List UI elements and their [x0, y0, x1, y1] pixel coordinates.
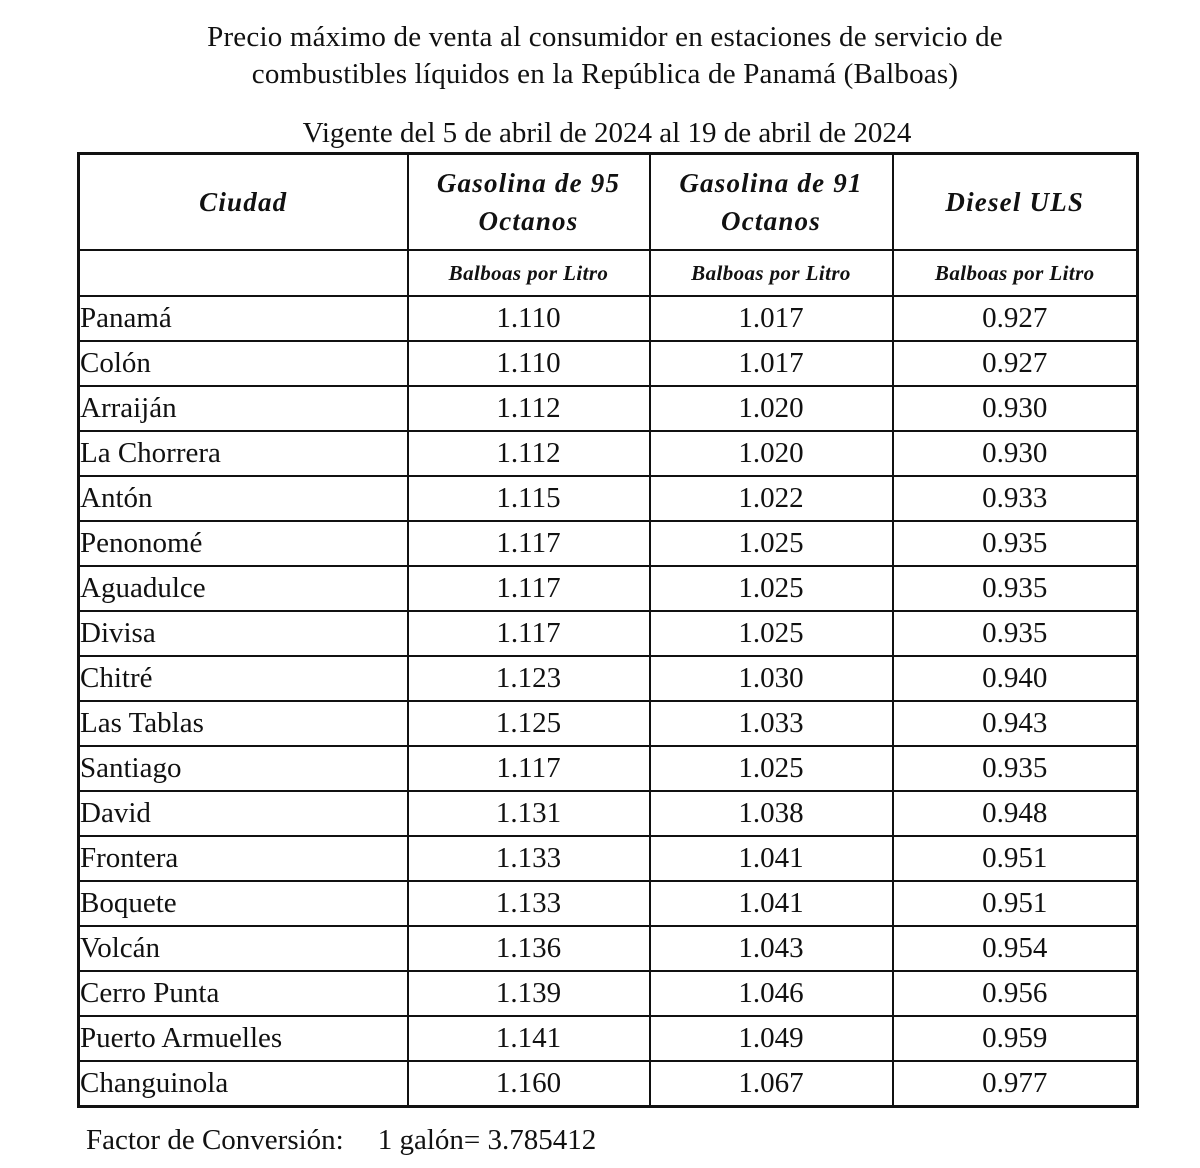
unit-city — [79, 250, 408, 296]
header-gasoline-91 — [650, 154, 893, 251]
diesel-price: 0.951 — [893, 881, 1138, 926]
diesel-price: 0.956 — [893, 971, 1138, 1016]
gasoline-95-price: 1.112 — [408, 386, 650, 431]
gasoline-95-price: 1.131 — [408, 791, 650, 836]
gasoline-95-price: 1.112 — [408, 431, 650, 476]
table-row — [79, 701, 1138, 746]
unit-gasoline-95: Balboas por Litro — [408, 250, 650, 296]
diesel-price: 0.935 — [893, 566, 1138, 611]
header-diesel — [893, 154, 1138, 251]
gasoline-91-price: 1.025 — [650, 611, 893, 656]
gasoline-95-price: 1.160 — [408, 1061, 650, 1107]
city-cell: Cerro Punta — [79, 971, 408, 1016]
diesel-price: 0.935 — [893, 746, 1138, 791]
table-row — [79, 476, 1138, 521]
diesel-price: 0.954 — [893, 926, 1138, 971]
gasoline-91-price: 1.041 — [650, 836, 893, 881]
diesel-price: 0.940 — [893, 656, 1138, 701]
document-title-line-1: Precio máximo de venta al consumidor en estaciones de servicio de — [207, 21, 1003, 53]
table-row — [79, 746, 1138, 791]
city-cell: Santiago — [79, 746, 408, 791]
gasoline-91-price: 1.025 — [650, 746, 893, 791]
gasoline-91-price: 1.020 — [650, 431, 893, 476]
diesel-price: 0.927 — [893, 296, 1138, 341]
gasoline-95-price: 1.115 — [408, 476, 650, 521]
city-cell: Boquete — [79, 881, 408, 926]
city-cell: Frontera — [79, 836, 408, 881]
diesel-price: 0.977 — [893, 1061, 1138, 1107]
header-gasoline-91-line-1: Gasolina de 91 — [679, 168, 863, 198]
document-title-line-2: combustibles líquidos en la República de Panamá (Balboas) — [251, 58, 959, 90]
gasoline-95-price: 1.110 — [408, 296, 650, 341]
validity-period: Vigente del 5 de abril de 2024 al 19 de abril de 2024 — [302, 117, 912, 149]
table-row — [79, 881, 1138, 926]
gasoline-91-price: 1.043 — [650, 926, 893, 971]
gasoline-95-price: 1.125 — [408, 701, 650, 746]
table-row — [79, 656, 1138, 701]
gasoline-95-price: 1.117 — [408, 521, 650, 566]
diesel-price: 0.959 — [893, 1016, 1138, 1061]
gasoline-91-price: 1.025 — [650, 521, 893, 566]
gasoline-95-price: 1.110 — [408, 341, 650, 386]
gasoline-95-price: 1.117 — [408, 566, 650, 611]
table-row — [79, 1016, 1138, 1061]
city-cell: Arraiján — [79, 386, 408, 431]
city-cell: La Chorrera — [79, 431, 408, 476]
gasoline-95-price: 1.123 — [408, 656, 650, 701]
gasoline-95-price: 1.117 — [408, 611, 650, 656]
gasoline-91-price: 1.025 — [650, 566, 893, 611]
gasoline-91-price: 1.030 — [650, 656, 893, 701]
table-row — [79, 521, 1138, 566]
city-cell: Antón — [79, 476, 408, 521]
diesel-price: 0.935 — [893, 611, 1138, 656]
header-row — [79, 154, 1138, 251]
unit-diesel: Balboas por Litro — [893, 250, 1138, 296]
header-city — [79, 154, 408, 251]
diesel-price: 0.943 — [893, 701, 1138, 746]
city-cell: Aguadulce — [79, 566, 408, 611]
conversion-factor-label: Factor de Conversión: — [86, 1124, 344, 1156]
table-row — [79, 431, 1138, 476]
conversion-factor-value: 1 galón= 3.785412 — [377, 1124, 597, 1156]
header-gasoline-95-line-1: Gasolina de 95 — [436, 168, 621, 198]
diesel-price: 0.948 — [893, 791, 1138, 836]
gasoline-95-price: 1.139 — [408, 971, 650, 1016]
table-row — [79, 386, 1138, 431]
gasoline-91-price: 1.017 — [650, 296, 893, 341]
table-row — [79, 341, 1138, 386]
header-city-label: Ciudad — [199, 187, 288, 217]
header-diesel-label: Diesel ULS — [945, 187, 1085, 217]
header-gasoline-95 — [408, 154, 650, 251]
gasoline-95-price: 1.141 — [408, 1016, 650, 1061]
gasoline-91-price: 1.017 — [650, 341, 893, 386]
gasoline-91-price: 1.041 — [650, 881, 893, 926]
diesel-price: 0.927 — [893, 341, 1138, 386]
gasoline-95-price: 1.133 — [408, 881, 650, 926]
city-cell: Panamá — [79, 296, 408, 341]
table-row — [79, 836, 1138, 881]
header-gasoline-95-line-2: Octanos — [478, 206, 579, 236]
gasoline-91-price: 1.049 — [650, 1016, 893, 1061]
city-cell: Changuinola — [79, 1061, 408, 1107]
city-cell: Chitré — [79, 656, 408, 701]
city-cell: Colón — [79, 341, 408, 386]
city-cell: David — [79, 791, 408, 836]
table-row — [79, 1061, 1138, 1107]
unit-gasoline-91: Balboas por Litro — [650, 250, 893, 296]
city-cell: Divisa — [79, 611, 408, 656]
gasoline-95-price: 1.136 — [408, 926, 650, 971]
conversion-factor-note — [86, 1122, 596, 1158]
gasoline-91-price: 1.038 — [650, 791, 893, 836]
gasoline-91-price: 1.046 — [650, 971, 893, 1016]
gasoline-91-price: 1.033 — [650, 701, 893, 746]
table-row — [79, 611, 1138, 656]
header-gasoline-91-line-2: Octanos — [721, 206, 821, 236]
table-row — [79, 296, 1138, 341]
city-cell: Puerto Armuelles — [79, 1016, 408, 1061]
diesel-price: 0.933 — [893, 476, 1138, 521]
diesel-price: 0.935 — [893, 521, 1138, 566]
city-cell: Penonomé — [79, 521, 408, 566]
table-row — [79, 566, 1138, 611]
unit-row — [79, 250, 1138, 296]
city-cell: Las Tablas — [79, 701, 408, 746]
gasoline-91-price: 1.067 — [650, 1061, 893, 1107]
table-row — [79, 971, 1138, 1016]
diesel-price: 0.930 — [893, 386, 1138, 431]
gasoline-95-price: 1.133 — [408, 836, 650, 881]
gasoline-95-price: 1.117 — [408, 746, 650, 791]
gasoline-91-price: 1.022 — [650, 476, 893, 521]
table-row — [79, 791, 1138, 836]
gasoline-91-price: 1.020 — [650, 386, 893, 431]
city-cell: Volcán — [79, 926, 408, 971]
fuel-price-table — [77, 152, 1139, 1108]
table-row — [79, 926, 1138, 971]
diesel-price: 0.951 — [893, 836, 1138, 881]
diesel-price: 0.930 — [893, 431, 1138, 476]
